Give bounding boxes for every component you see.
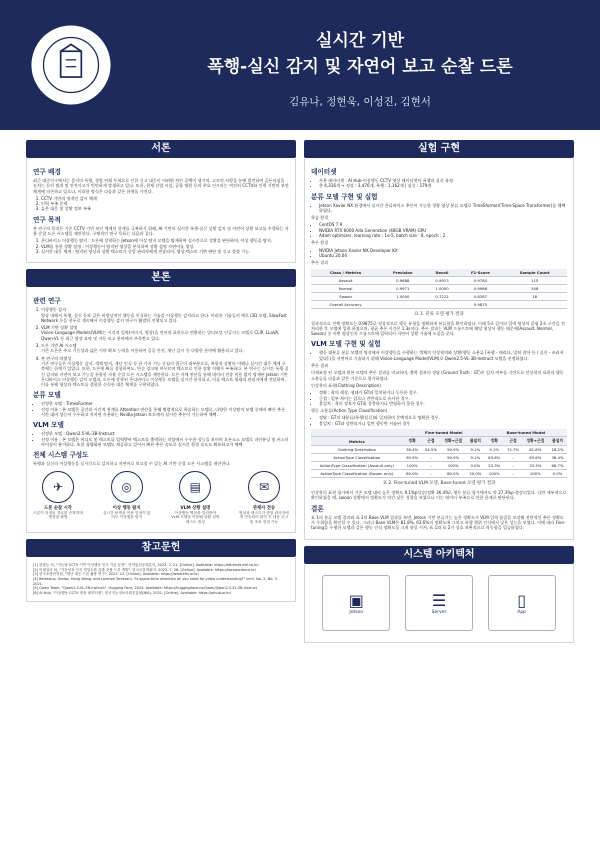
table-row: ActionType Classification (Swoon only) 80.0% - 80.0% 20.0% 100% - 100% 0.0% [311, 470, 567, 478]
university-seal-icon [28, 22, 114, 108]
list-item: • 사용 데이터셋 : AI Hub 이상행동 CCTV 영상 데이터셋의 폭행과 실신 유형 [319, 178, 567, 183]
vlm-exp-title: VLM 모델 구현 및 실험 [311, 340, 381, 349]
list-item: 4. 본 연구의 차별성 기존 연구들은 이상행동 감지, 객체 탐지, 재난 인식 등 한 가지 기능 중심의 접근이 대부분으로, 복합적 상황의 이해나 실시간 대응 체계 구축에는 한계가 있었다. 또한, 드론에 AI를 결합하여도, 단순 경고에 머무르며 텍스트로 인한 상황 이해가 부족하다. 본 연구는 실시간 폭행·실신 감지와 자연어 보고 기능을 통합한 자율 순찰 드론 시스템을 제안한다. 드론 자체 연산을 통해 데이터 전송 비용 없이 탑재된 Jetson 기반 온디바이스 이상행동 감지 모델과, 드론에 장착된 온디바이스 이상행동 모델을 실시간 분석하고, 이를 텍스트 형태의 관리자에게 전달하여, 이를 통해 영상과 텍스트를 결합한 신속한 대응 체계를 구현하였다. [41, 356, 289, 388]
list-item: • Adam optimizer, learning rate : 1e-5, batch size : 8, epoch : 2 [319, 233, 567, 238]
arch-heading: 시스템 아키텍처 [304, 546, 574, 564]
eval-item: 행동 소분류(Action Type Classification) [311, 408, 388, 414]
list-item: • NVIDIA RTX 6000 Ada Generation (48GB VRAM) GPU [319, 228, 567, 233]
detect-icon: ◎ [111, 471, 143, 503]
refs-section [26, 557, 296, 602]
list-item: • 정답 : GT의 대분류(폭행/실신)와 일치하며 문맥적으로 명확한 경우. [319, 415, 567, 420]
poster-authors: 김유나, 정현욱, 이성진, 김현서 [289, 96, 431, 108]
jetson-icon: ▣ [348, 590, 364, 610]
table2-caption: 표 2. Fine-tuned VLM 모델, Base-tuned 모델 평가 결과 [382, 481, 496, 487]
result-title: 추론 결과 [311, 260, 329, 266]
list-item: • 정확 : 착의 색상, 형태가 GT와 일치하거나 동등한 경우. [319, 390, 567, 395]
ref-item: [1] 한창능 외, "지능형 CCTV 기반 이상행동 인식 기술 동향", 전자통신동향분석, 2023. 7. 21. [Online]. Available: https://ettrends.etri.re.kr/ [33, 563, 259, 568]
table-row: Overall Accuracy 0.9875 [311, 300, 567, 308]
drone-icon: ✈ [42, 471, 74, 503]
list-item: • 선정 이유 : 본 모델은 공간과 시간적 관계를 Attention 연산을 통해 병렬적으로 학습하는 모델로, 다양한 이상탐지 모델 중에서 빠른 추론 시간 대비 성능이 우수하고 저지연 사용하는 Nvidia Jetson 보드에서 실시간 추론이 가능하여 채택. [41, 407, 289, 418]
eval-item: 인상착의 표현(Clothing Description) [311, 382, 381, 388]
classification-table: Class / Metrics Precision Recall F1-Score Sample Count Assault 0.9688 0.9913 0.9784 115 Normal 0.9971 1.0000 0.9986 348 Swoon 1.0000 0.7222 0.8387 18 Overall Accuracy 0.9875 [311, 269, 567, 309]
app-icon: ▯ [517, 590, 527, 610]
exp-heading: 실험 구현 [304, 140, 574, 158]
conclusion-text: 표 1의 분류 모델 결과와 표 2의 Base VLM 결과를 보면, Jetson 기반 분류기는 높은 정확도가 VLM 입력 품질을 보장해 전반적인 추론 정확도가 우위함을 확인할 수 있다. 그러나 Base VLM은 81.8%, 63.6%의 정확도에 그치고 폭행 행위 인식에서 낮은 성능을 보였다. 이에 따라 Fine-tuning을 수행한 모델과 같은 행동 인식 정확도를 크게 향상 시켜, 표 1와 표 2가 상호 보완적으로 작동함을 입증하였다. [311, 514, 566, 531]
list-item: 2. VLM 기반 상황 설명 Vision-Language Models(VLM)는 시각적 입력(이미지, 영상)을 언어적 표현으로 변환하는 멀티모달 인공지능 모델로 CLIP, LLaVA, Qwen-VL 등 최근 영상 요약 및 자동 보고 분야에서 주목받고 있다. [41, 325, 289, 341]
dataset-title: 데이터셋 [311, 168, 337, 176]
list-item: • Jetson Xavier NX 환경에서 실시간 온디바이스 추론이 가능한 경량 영상 분류 모델로 TimeSformer(Time-Space Transformer)를 채택하였다. [319, 203, 567, 214]
ref-item: [6] AI Hub, "이상행동 CCTV 영상 데이터셋", 한국지능정보사회진흥원(NIA), 2021. [Online]. Available: https://aihub.or.kr/ [33, 590, 232, 595]
background-title: 연구 배경 [33, 168, 61, 176]
body-heading: 본론 [26, 269, 296, 287]
list-item: • 선정한 모델 : Qwen2.5-VL-3B-Instruct [41, 431, 289, 436]
poster-title-line2: 폭행-실신 감지 및 자연어 보고 순찰 드론 [207, 57, 513, 77]
list-item: 3. 실시간 대응 체계 : 탐지된 영상과 상황 텍스트가 중앙 관리자에게 전송되어, 영상·텍스트 기반 판단 및 신고 결정 가능. [41, 249, 289, 254]
list-item: • 총 4,316개 → 정상 : 3,476개, 폭행 : 1,162개 | 실신 : 179개 [319, 183, 567, 188]
poster-header [0, 0, 600, 130]
classify-title: 분류 모델 [33, 391, 61, 400]
flow-step: ✈ 드론 순찰 시작 드론이 지정된 경로를 순찰하며 영상을 촬영 [33, 471, 83, 525]
cls-list [319, 203, 567, 214]
dataset-list [319, 178, 567, 189]
body-section [26, 287, 296, 533]
table-row: Assault 0.9688 0.9913 0.9784 115 [311, 276, 567, 284]
list-item: • 선정 이유 : 본 모델은 비디오 및 텍스트를 입력받아 텍스트를 출력하는 작업에서 우수한 성능을 보이며 오픈소스 모델로 파인튜닝 및 커스터마이징이 용이하다. 또한 경량화된 모델도 제공하고 있어서 빠른 추론 속도로 실시간 환경 속도도 확보하고자 채택. [41, 437, 289, 448]
infer-title: 추론 환경 [311, 240, 329, 246]
list-item: 3. 드론 기반 AI 시스템 기존 드론은 주로 기동성과 넓은 시야 확보 능력을 이용하여 공공 안전, 재난 감시 등 다양한 분야에 활용되고 있다. [41, 343, 289, 354]
system-title: 전체 시스템 구성도 [33, 451, 89, 460]
limits-list [41, 196, 289, 212]
table-row: Swoon 1.0000 0.7222 0.8387 18 [311, 292, 567, 300]
vlm-icon: ▤ [179, 471, 211, 503]
exp-section [304, 158, 574, 540]
flow-step: ✉ 관제자 전송 영상과 텍스트가 중앙 관리자에게 전송되어 확인 후 대응 신고 및 조치 결정 가능 [239, 471, 289, 525]
conclusion-title: 결론 [311, 504, 324, 513]
related-title: 관련 연구 [33, 297, 61, 306]
eval-text: 미세조정 된 모델과 원본 모델의 추론 결과를 비교하며, 출력 결과의 정답 (Ground Truth : GT)은 일치 여부를 기반으로 인상착의 표현과 행동 소분류를 다음과 같은 기준으로 평가하였다. [311, 370, 564, 381]
vlm-list [41, 431, 289, 447]
vlm-exp-list [319, 350, 567, 361]
refs-heading: 참고문헌 [26, 539, 296, 557]
left-column [26, 140, 296, 602]
ref-item: [4] Bertasius, Gedas, Heng Wang, and Lorenzo Torresani, "Is space-time attention all you need for video understanding?" Icml. Vol. 2. No. 3. 2021. [33, 577, 278, 586]
server-icon: ☰ [431, 590, 447, 610]
list-item: • 선정한 모델 : TimesFormer [41, 401, 289, 406]
list-item: 1. 온디바이스 이상행동 탐지 : 드론에 장착하는 Jetson에 이상 탐지 모델을 탑재하여 실시간으로 상황을 판단하며, 이상 행동을 탐지. [41, 238, 289, 243]
arch-box: ▯ App [488, 575, 556, 631]
flow-step: ◎ 이상 행동 탐지 실시간 탐색을 이용 일정이 있어도 이상행동 탐지 [102, 471, 152, 525]
report-icon: ✉ [248, 471, 280, 503]
goals-list [41, 238, 289, 254]
list-item: • Ubuntu 20.04 [319, 253, 567, 258]
related-list [41, 307, 289, 387]
list-item: • 행동 대분류 분류 모델의 영상에서 이상행동을 수행하는 객체의 인상착의와 상황(행동 소분류 [폭행 - 때리다, 밀쳐 잡아 등 / 실신 - 쓰러져 있다] )을 자연어로 기술하기 위해 Vision-Language Model(VLM)로 Qwen2.5-VL-3B-Instruct 모델을 선정하였다. [319, 350, 567, 361]
table-row: Normal 0.9971 1.0000 0.9986 348 [311, 284, 567, 292]
flow-step: ▤ VLM 상황 설명 이상행동 영상을 입력받아 VLM 모델을 이용해 상황 설명 텍스트 생성 [170, 471, 220, 525]
ref-item: [5] Qwen Team, "Qwen2.5-VL-3B-Instruct", Hugging Face, 2024. Available: https://huggingface.co/Qwen/Qwen2.5-VL-3B-Instruct [33, 586, 258, 591]
list-item: • 근접 : 일부 차이는 있으나 전반적으로 유사한 경우. [319, 396, 567, 401]
infer-list [319, 248, 567, 259]
vlm-eval-table: Fine-tuned Model Base-tuned Model Metrics 정확 근접 정확+근접 불일치 정확 근접 정확+근접 불일치 Clothing Description 36.4% 54.5% 90.9% 9.1% 9.1% 72.7% 81.8% 18.2% ActionType Classification 90.9% - 90.9% 9.1% 63.6% - 63.6% 36.4% ActionType Classification (Assault only) 100% - 100% 0.0% 33.3% - 33.3% 66.7% ActionType Classification (Swoon only) 80.0% - 80.0% 20.0% 100% - 100% 0.0% [311, 429, 567, 478]
system-text: 폭행과 실신의 이상행동을 실시간으로 감지하고 자연어로 보고할 수 있는 AI 기반 순찰 드론 시스템을 제안한다. [33, 461, 231, 467]
arch-box: ▣ Jetson [322, 575, 390, 631]
eval-sub2 [319, 415, 567, 426]
env-list [319, 222, 567, 238]
list-item: 1. CCTV 기반의 정적인 감시 체계 [41, 196, 289, 201]
cls-title: 분류 모델 구현 및 실험 [311, 192, 378, 201]
right-column [304, 140, 574, 643]
purpose-title: 연구 목적 [33, 215, 61, 224]
ref-item: [2] 이데일리 외, "기동성과 인식 정밀도를 갖춘 순찰 드론 개발", 한국로봇학회지, 2023. 7. 28. [Online]. Available: https://koreascience.kr/ [33, 567, 257, 572]
architecture-diagram [315, 575, 563, 631]
env-title: 학습 환경 [311, 215, 329, 221]
table-row: ActionType Classification 90.9% - 90.9% 9.1% 63.6% - 63.6% 36.4% [311, 454, 567, 462]
list-item: 2. 인력 부족 문제 [41, 201, 289, 206]
list-item: 1. 이상행동 감지 영상 내에서 폭행, 실신 등과 같은 비정상적인 행동을 인식하는 기술을 이상행동 감지라고 한다. 이러한 기술들의 예로 I3D 모델, SlowFast Network 등을 선두로 계속해서 이상행동 감지 연구가 활발히 진행되고 있다. [41, 307, 289, 323]
list-item: • 불일치 : 착의 정보가 GT와 상충하거나 반영하지 못한 경우. [319, 401, 567, 406]
eval-sub1 [319, 390, 567, 406]
classify-list [41, 401, 289, 417]
list-item: • CentOS 7.9 [319, 222, 567, 227]
vlm-result-text: 인상착의 표현 평가에서 기존 모델 대비 높은 정확도 9.1%p상승(정확 36.4%), 행동 분류 평가에서도 약 27.3%p 향상되었다. 다만 세부적으로 확인하였을 때, swoon 상황에서 정확도가 약간 낮은 경향을 보였으나 이는 데이터 부족으로 인한 한계로 판단된다. [311, 490, 567, 501]
table1-caption: 표 1. 분류 모델 평가 결과 [414, 311, 464, 317]
result-text: 결과적으로 전체 정확도는 0.9875로 정상적으로 행동 유형을 정확하게 분류함을 확인하였다. 이때 5초 길이의 입력 영상의 클립 2초 구간을 전처리한 후 모델에 입력 하였으며, 평균 추론 시간은 1.3s이다. 추론 결과는 VLM 프롬프트에 해당 영상이 행동 때문에(Assault, Normal, Swoon) 중 어떤 영상인지 프롬프트에 입력되어 자연어 상황 기술에 도움을 준다. [311, 320, 565, 337]
purpose-text: 본 연구의 목적은 기존 CCTV 기반 보안 체계의 한계를 극복하기 위해, AI 기반의 실시간 폭행·실신 상황 감지 및 자연어 상황 보고를 수행하는 자율 순찰 드론 시스템을 제안한다. 구체적인 연구 목표는 다음과 같다. [33, 225, 289, 237]
list-item: 3. 늦은 대응 및 상황 정보 부족 [41, 206, 289, 211]
table-row: Clothing Description 36.4% 54.5% 90.9% 9.1% 9.1% 72.7% 81.8% 18.2% [311, 446, 567, 454]
list-item: • NVIDIA Jetson Xavier NX Developer Kit [319, 248, 567, 253]
intro-heading: 서론 [26, 140, 296, 158]
ref-item: [3] 한국소방안전원, "재난 대응 드론 활용 연구", 2023. 12. [Online]. Available: https://www.kfsi.or.kr/ [33, 572, 199, 577]
list-item: 2. VLM을 통한 상황 설명 : 이상행동이 탐지된 영상을 분석하여 상황 설명 자연어를 생성. [41, 244, 289, 249]
poster-title-line1: 실시간 기반 [315, 31, 405, 51]
list-item: • 불일치 : GT와 상반되거나 일반 행동만 서술된 경우 [319, 421, 567, 426]
system-flow [33, 471, 289, 525]
background-text: 최근 대중인구에서는 묻지마 폭행, 경범 연쇄 투척으로 인한 신고 대응이 어려워 치안 공백이 생기며, 고르린 사람을 눈에 발견하여 골든타임을 놓치는 등의 범죄 및 안전사고가 빈번하게 발생하고 있다. 또한, 현재 산업 시설, 공항 병원 등의 주요 인프라는 여전히 CCTV와 인력 기반의 보안 체계에 의존하고 있으나, 이러한 방식은 다음과 같은 한계를 가진다. [33, 178, 289, 194]
eval-title: 추론 결과 [311, 363, 329, 369]
table-row: ActionType Classification (Assault only) 100% - 100% 0.0% 33.3% - 33.3% 66.7% [311, 462, 567, 470]
arch-section [304, 564, 574, 643]
arch-box: ☰ Server [405, 575, 473, 631]
vlm-title: VLM 모델 [33, 421, 64, 430]
intro-section [26, 158, 296, 263]
